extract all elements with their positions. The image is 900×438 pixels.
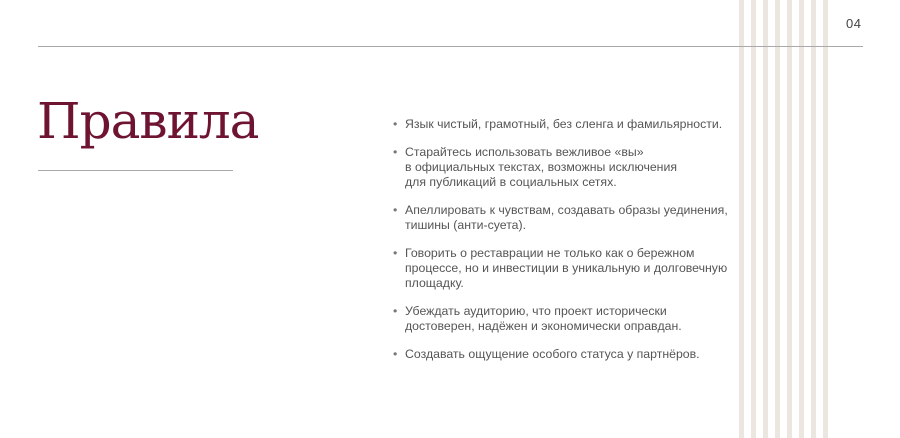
page-title: Правила [37, 92, 259, 150]
decorative-stripes [739, 0, 829, 438]
header-divider [38, 46, 863, 47]
rule-text: Старайтесь использовать вежливое «вы» в официальных текстах, возможны исключения для публикаций в социальных сетях. [405, 145, 678, 189]
page-number: 04 [846, 16, 862, 31]
rule-text: Убеждать аудиторию, что проект исторически достоверен, надёжен и экономически оправдан. [405, 304, 682, 333]
rules-list [390, 117, 735, 375]
rule-text: Язык чистый, грамотный, без сленга и фамильярности. [405, 117, 723, 131]
list-item [390, 117, 735, 132]
rule-text: Говорить о реставрации не только как о бережном процессе, но и инвестиции в уникальную и долговечную площадку. [405, 246, 728, 290]
list-item [390, 304, 735, 334]
list-item [390, 145, 735, 190]
list-item [390, 246, 735, 291]
title-underline [38, 170, 233, 171]
rule-text: Апеллировать к чувствам, создавать образы уединения, тишины (анти-суета). [405, 203, 728, 232]
list-item [390, 347, 735, 362]
rule-text: Создавать ощущение особого статуса у партнёров. [405, 347, 700, 361]
list-item [390, 203, 735, 233]
